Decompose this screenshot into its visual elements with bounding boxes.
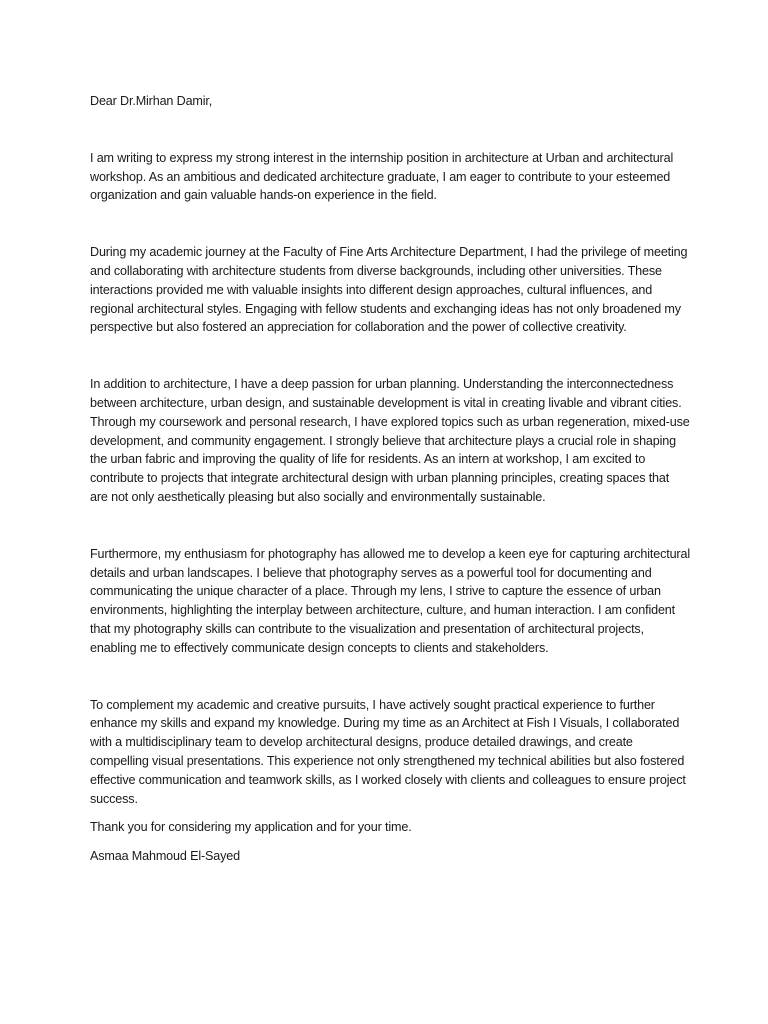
paragraph-urban-planning: In addition to architecture, I have a deep passion for urban planning. Understanding the interconnectedness between architecture, urban design, and sustainable development is vital in creating livable and vibrant cities. Through my coursework and personal research, I have explored topics such as urban regeneration, mixed-use development, and community engagement. I strongly believe that architecture plays a crucial role in shaping the urban fabric and improving the quality of life for residents. As an intern at workshop, I am excited to contribute to projects that integrate architectural design with urban planning principles, creating spaces that are not only aesthetically pleasing but also socially and environmentally sustainable. [90, 377, 690, 504]
cover-letter [90, 92, 690, 866]
paragraph-academic: During my academic journey at the Faculty of Fine Arts Architecture Department, I had the privilege of meeting and collaborating with architecture students from diverse backgrounds, including other universities. These interactions provided me with valuable insights into different design approaches, cultural influences, and regional architectural styles. Engaging with fellow students and exchanging ideas has not only broadened my perspective but also fostered an appreciation for collaboration and the power of collective creativity. [90, 245, 688, 335]
paragraph-photography: Furthermore, my enthusiasm for photography has allowed me to develop a keen eye for capturing architectural details and urban landscapes. I believe that photography serves as a powerful tool for documenting and communicating the unique character of a place. Through my lens, I strive to capture the essence of urban environments, highlighting the interplay between architecture, culture, and human interaction. I am confident that my photography skills can contribute to the visualization and presentation of architectural projects, enabling me to effectively communicate design concepts to clients and stakeholders. [90, 546, 690, 655]
paragraph-intro: I am writing to express my strong interest in the internship position in architecture at Urban and architectural workshop. As an ambitious and dedicated architecture graduate, I am eager to contribute to your esteemed organization and gain valuable hands-on experience in the field. [90, 150, 674, 203]
paragraph-experience: To complement my academic and creative pursuits, I have actively sought practical experience to further enhance my skills and expand my knowledge. During my time as an Architect at Fish I Visuals, I collaborated with a multidisciplinary team to develop architectural designs, produce detailed drawings, and create compelling visual presentations. This experience not only strengthened my technical abilities but also fostered effective communication and teamwork skills, as I worked closely with clients and colleagues to ensure project success. [90, 697, 686, 806]
salutation: Dear Dr.Mirhan Damir, [90, 94, 213, 108]
signature: Asmaa Mahmoud El-Sayed [90, 849, 240, 864]
closing-line: Thank you for considering my application and for your time. [90, 820, 412, 835]
